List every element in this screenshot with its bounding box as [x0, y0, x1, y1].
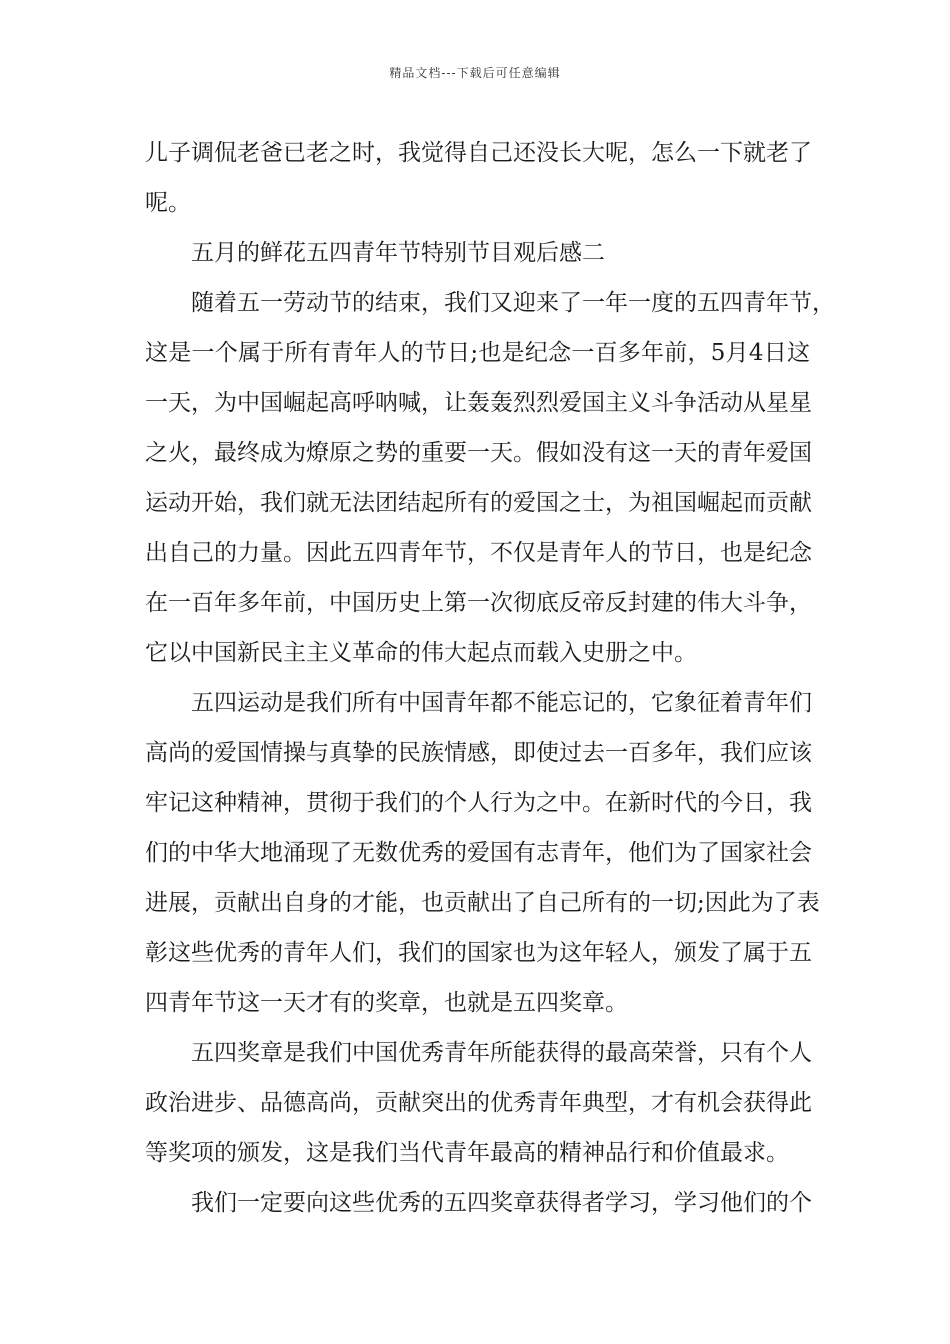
text-line: 进展，贡献出自身的才能，也贡献出了自己所有的一切;因此为了表	[145, 890, 820, 916]
section-heading	[145, 228, 810, 278]
paragraph	[145, 1028, 810, 1178]
text-line: 这是一个属于所有青年人的节日;也是纪念一百多年前，5月4日这	[145, 340, 811, 366]
text-line: 我们一定要向这些优秀的五四奖章获得者学习，学习他们的个	[191, 1190, 812, 1216]
document-body	[145, 128, 835, 1228]
paragraph	[145, 1178, 810, 1228]
paragraph	[145, 278, 835, 678]
text-line: 它以中国新民主主义革命的伟大起点而载入史册之中。	[145, 640, 697, 666]
text-line: 之火，最终成为燎原之势的重要一天。假如没有这一天的青年爱国	[145, 440, 812, 466]
text-line: 政治进步、品德高尚，贡献突出的优秀青年典型，才有机会获得此	[145, 1090, 812, 1116]
text-line: 出自己的力量。因此五四青年节，不仅是青年人的节日，也是纪念	[145, 540, 812, 566]
text-line: 牢记这种精神，贯彻于我们的个人行为之中。在新时代的今日，我	[145, 790, 812, 816]
paragraph-continuation	[145, 128, 810, 228]
text-line: 儿子调侃老爸已老之时，我觉得自己还没长大呢，怎么一下就老了	[145, 140, 812, 166]
text-line: 在一百年多年前，中国历史上第一次彻底反帝反封建的伟大斗争，	[145, 590, 812, 616]
text-line: 运动开始，我们就无法团结起所有的爱国之士，为祖国崛起而贡献	[145, 490, 812, 516]
text-line: 四青年节这一天才有的奖章，也就是五四奖章。	[145, 990, 628, 1016]
text-line: 一天，为中国崛起高呼呐喊，让轰轰烈烈爱国主义斗争活动从星星	[145, 390, 812, 416]
text-line: 呢。	[145, 190, 191, 216]
text-line: 五四运动是我们所有中国青年都不能忘记的，它象征着青年们	[191, 690, 812, 716]
page-header: 精品文档---下载后可任意编辑	[389, 66, 561, 80]
text-line: 高尚的爱国情操与真挚的民族情感，即使过去一百多年，我们应该	[145, 740, 812, 766]
text-line: 彰这些优秀的青年人们，我们的国家也为这年轻人，颁发了属于五	[145, 940, 812, 966]
text-line: 随着五一劳动节的结束，我们又迎来了一年一度的五四青年节，	[191, 290, 835, 316]
text-line: 五月的鲜花五四青年节特别节目观后感二	[191, 240, 605, 266]
text-line: 五四奖章是我们中国优秀青年所能获得的最高荣誉，只有个人	[191, 1040, 812, 1066]
text-line: 等奖项的颁发，这是我们当代青年最高的精神品行和价值最求。	[145, 1140, 789, 1166]
paragraph	[145, 678, 820, 1028]
text-line: 们的中华大地涌现了无数优秀的爱国有志青年，他们为了国家社会	[145, 840, 812, 866]
